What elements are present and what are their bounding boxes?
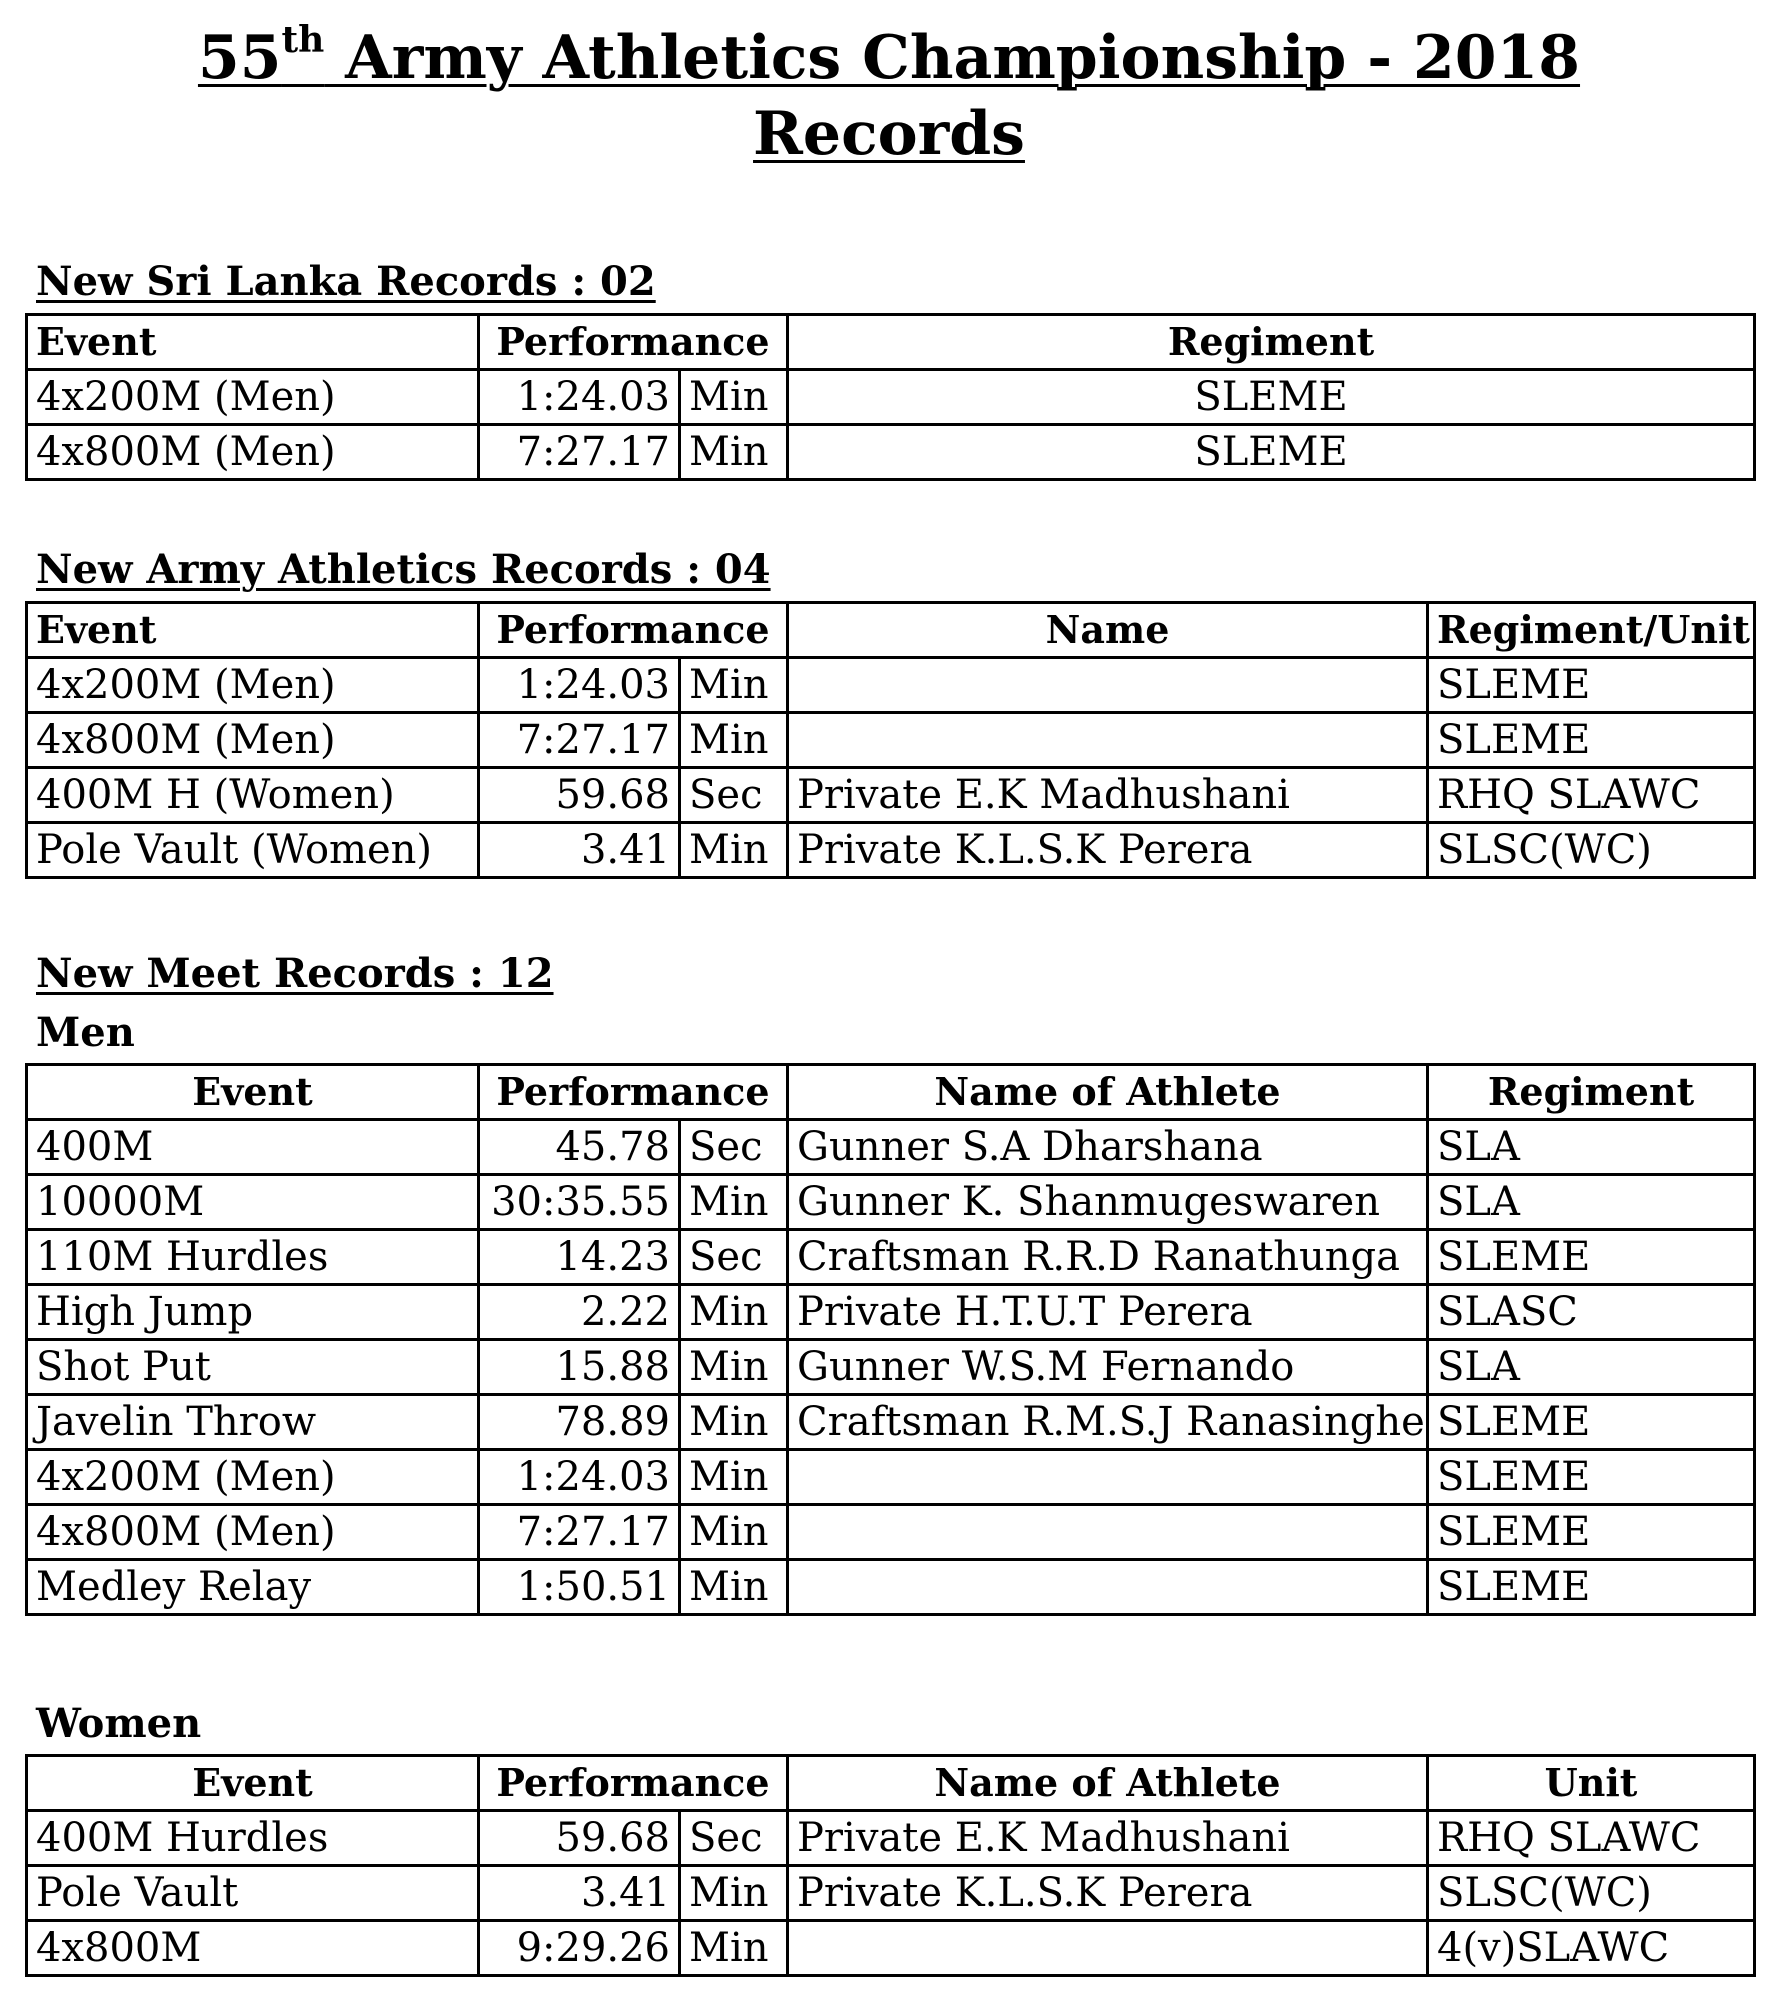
women-subheading: Women <box>36 1700 202 1747</box>
performance-unit-cell: Sec <box>680 1230 788 1285</box>
athlete-name-cell <box>788 1505 1428 1560</box>
event-cell: 4x200M (Men) <box>27 658 479 713</box>
header-regiment: Regiment <box>788 315 1755 370</box>
regiment-cell: 4(v)SLAWC <box>1428 1921 1755 1976</box>
performance-unit-cell: Min <box>680 425 788 480</box>
men-records-table <box>25 1063 1756 1616</box>
table-row <box>27 1395 1755 1450</box>
table-row <box>27 1120 1755 1175</box>
performance-value-cell: 1:24.03 <box>479 1450 680 1505</box>
regiment-cell: SLEME <box>1428 658 1755 713</box>
table-row <box>27 1811 1755 1866</box>
header-event: Event <box>27 315 479 370</box>
performance-value-cell: 59.68 <box>479 768 680 823</box>
regiment-cell: SLEME <box>1428 1230 1755 1285</box>
title-line1: Army Athletics Championship - 2018 <box>324 23 1581 93</box>
table-row <box>27 1175 1755 1230</box>
title-line2: Records <box>753 99 1025 169</box>
performance-unit-cell: Min <box>680 713 788 768</box>
event-cell: 4x800M (Men) <box>27 1505 479 1560</box>
table-header-row <box>27 1065 1755 1120</box>
performance-unit-cell: Min <box>680 823 788 878</box>
header-event: Event <box>27 1065 479 1120</box>
athlete-name-cell <box>788 713 1428 768</box>
performance-unit-cell: Min <box>680 1560 788 1615</box>
athlete-name-cell: Gunner W.S.M Fernando <box>788 1340 1428 1395</box>
event-cell: Pole Vault <box>27 1866 479 1921</box>
regiment-cell: SLASC <box>1428 1285 1755 1340</box>
title-number: 55 <box>197 23 282 93</box>
performance-unit-cell: Min <box>680 1921 788 1976</box>
performance-unit-cell: Min <box>680 658 788 713</box>
table-header-row <box>27 1756 1755 1811</box>
sri-lanka-records-table <box>25 313 1756 481</box>
performance-value-cell: 9:29.26 <box>479 1921 680 1976</box>
athlete-name-cell: Private E.K Madhushani <box>788 1811 1428 1866</box>
regiment-cell: SLA <box>1428 1340 1755 1395</box>
performance-unit-cell: Min <box>680 1505 788 1560</box>
performance-value-cell: 59.68 <box>479 1811 680 1866</box>
event-cell: Shot Put <box>27 1340 479 1395</box>
event-cell: 4x800M <box>27 1921 479 1976</box>
regiment-cell: RHQ SLAWC <box>1428 1811 1755 1866</box>
men-subheading: Men <box>36 1009 135 1056</box>
athlete-name-cell: Private H.T.U.T Perera <box>788 1285 1428 1340</box>
performance-value-cell: 7:27.17 <box>479 1505 680 1560</box>
table-row <box>27 1285 1755 1340</box>
table-row <box>27 1560 1755 1615</box>
table-row <box>27 713 1755 768</box>
athlete-name-cell: Craftsman R.R.D Ranathunga <box>788 1230 1428 1285</box>
performance-value-cell: 7:27.17 <box>479 713 680 768</box>
performance-value-cell: 1:50.51 <box>479 1560 680 1615</box>
performance-unit-cell: Min <box>680 1866 788 1921</box>
regiment-cell: SLSC(WC) <box>1428 1866 1755 1921</box>
table-row <box>27 1450 1755 1505</box>
performance-unit-cell: Min <box>680 1175 788 1230</box>
header-name-of-athlete: Name of Athlete <box>788 1756 1428 1811</box>
regiment-cell: SLEME <box>1428 713 1755 768</box>
performance-unit-cell: Sec <box>680 1811 788 1866</box>
performance-value-cell: 1:24.03 <box>479 370 680 425</box>
header-performance: Performance <box>479 603 788 658</box>
regiment-cell: SLEME <box>1428 1450 1755 1505</box>
athlete-name-cell <box>788 1560 1428 1615</box>
performance-value-cell: 30:35.55 <box>479 1175 680 1230</box>
event-cell: Pole Vault (Women) <box>27 823 479 878</box>
event-cell: 4x200M (Men) <box>27 1450 479 1505</box>
performance-value-cell: 45.78 <box>479 1120 680 1175</box>
table-row <box>27 768 1755 823</box>
athlete-name-cell <box>788 1921 1428 1976</box>
table-header-row <box>27 315 1755 370</box>
table-row <box>27 1340 1755 1395</box>
event-cell: Javelin Throw <box>27 1395 479 1450</box>
event-cell: 110M Hurdles <box>27 1230 479 1285</box>
header-event: Event <box>27 1756 479 1811</box>
header-performance: Performance <box>479 315 788 370</box>
sri-lanka-records-heading: New Sri Lanka Records : 02 <box>36 258 656 305</box>
event-cell: 400M H (Women) <box>27 768 479 823</box>
athlete-name-cell: Gunner K. Shanmugeswaren <box>788 1175 1428 1230</box>
regiment-cell: SLSC(WC) <box>1428 823 1755 878</box>
regiment-cell: SLEME <box>1428 1395 1755 1450</box>
event-cell: 400M <box>27 1120 479 1175</box>
header-performance: Performance <box>479 1065 788 1120</box>
army-records-table <box>25 601 1756 879</box>
performance-unit-cell: Min <box>680 1340 788 1395</box>
performance-value-cell: 7:27.17 <box>479 425 680 480</box>
regiment-cell: SLEME <box>788 425 1755 480</box>
header-regiment-unit: Regiment/Unit <box>1428 603 1755 658</box>
page-subtitle <box>0 98 1778 170</box>
performance-unit-cell: Min <box>680 1285 788 1340</box>
athlete-name-cell <box>788 658 1428 713</box>
meet-records-heading: New Meet Records : 12 <box>36 950 554 997</box>
army-records-heading: New Army Athletics Records : 04 <box>36 546 771 593</box>
table-row <box>27 370 1755 425</box>
header-name-of-athlete: Name of Athlete <box>788 1065 1428 1120</box>
table-row <box>27 1505 1755 1560</box>
page-title <box>0 19 1778 94</box>
performance-unit-cell: Sec <box>680 768 788 823</box>
table-row <box>27 1230 1755 1285</box>
header-unit: Unit <box>1428 1756 1755 1811</box>
event-cell: 400M Hurdles <box>27 1811 479 1866</box>
regiment-cell: SLA <box>1428 1175 1755 1230</box>
performance-value-cell: 2.22 <box>479 1285 680 1340</box>
table-row <box>27 1921 1755 1976</box>
table-row <box>27 658 1755 713</box>
performance-value-cell: 15.88 <box>479 1340 680 1395</box>
regiment-cell: SLEME <box>1428 1505 1755 1560</box>
athlete-name-cell <box>788 1450 1428 1505</box>
event-cell: Medley Relay <box>27 1560 479 1615</box>
athlete-name-cell: Craftsman R.M.S.J Ranasinghe <box>788 1395 1428 1450</box>
event-cell: 4x800M (Men) <box>27 713 479 768</box>
performance-value-cell: 14.23 <box>479 1230 680 1285</box>
performance-value-cell: 3.41 <box>479 823 680 878</box>
event-cell: High Jump <box>27 1285 479 1340</box>
table-row <box>27 1866 1755 1921</box>
event-cell: 10000M <box>27 1175 479 1230</box>
regiment-cell: SLEME <box>1428 1560 1755 1615</box>
event-cell: 4x800M (Men) <box>27 425 479 480</box>
performance-value-cell: 3.41 <box>479 1866 680 1921</box>
performance-value-cell: 78.89 <box>479 1395 680 1450</box>
title-superscript: th <box>281 19 325 61</box>
athlete-name-cell: Private E.K Madhushani <box>788 768 1428 823</box>
performance-unit-cell: Min <box>680 370 788 425</box>
table-header-row <box>27 603 1755 658</box>
performance-unit-cell: Min <box>680 1395 788 1450</box>
header-name: Name <box>788 603 1428 658</box>
regiment-cell: RHQ SLAWC <box>1428 768 1755 823</box>
performance-value-cell: 1:24.03 <box>479 658 680 713</box>
women-records-table <box>25 1754 1756 1977</box>
athlete-name-cell: Private K.L.S.K Perera <box>788 823 1428 878</box>
header-performance: Performance <box>479 1756 788 1811</box>
performance-unit-cell: Sec <box>680 1120 788 1175</box>
athlete-name-cell: Private K.L.S.K Perera <box>788 1866 1428 1921</box>
table-row <box>27 823 1755 878</box>
table-row <box>27 425 1755 480</box>
performance-unit-cell: Min <box>680 1450 788 1505</box>
regiment-cell: SLEME <box>788 370 1755 425</box>
header-regiment: Regiment <box>1428 1065 1755 1120</box>
regiment-cell: SLA <box>1428 1120 1755 1175</box>
header-event: Event <box>27 603 479 658</box>
event-cell: 4x200M (Men) <box>27 370 479 425</box>
athlete-name-cell: Gunner S.A Dharshana <box>788 1120 1428 1175</box>
